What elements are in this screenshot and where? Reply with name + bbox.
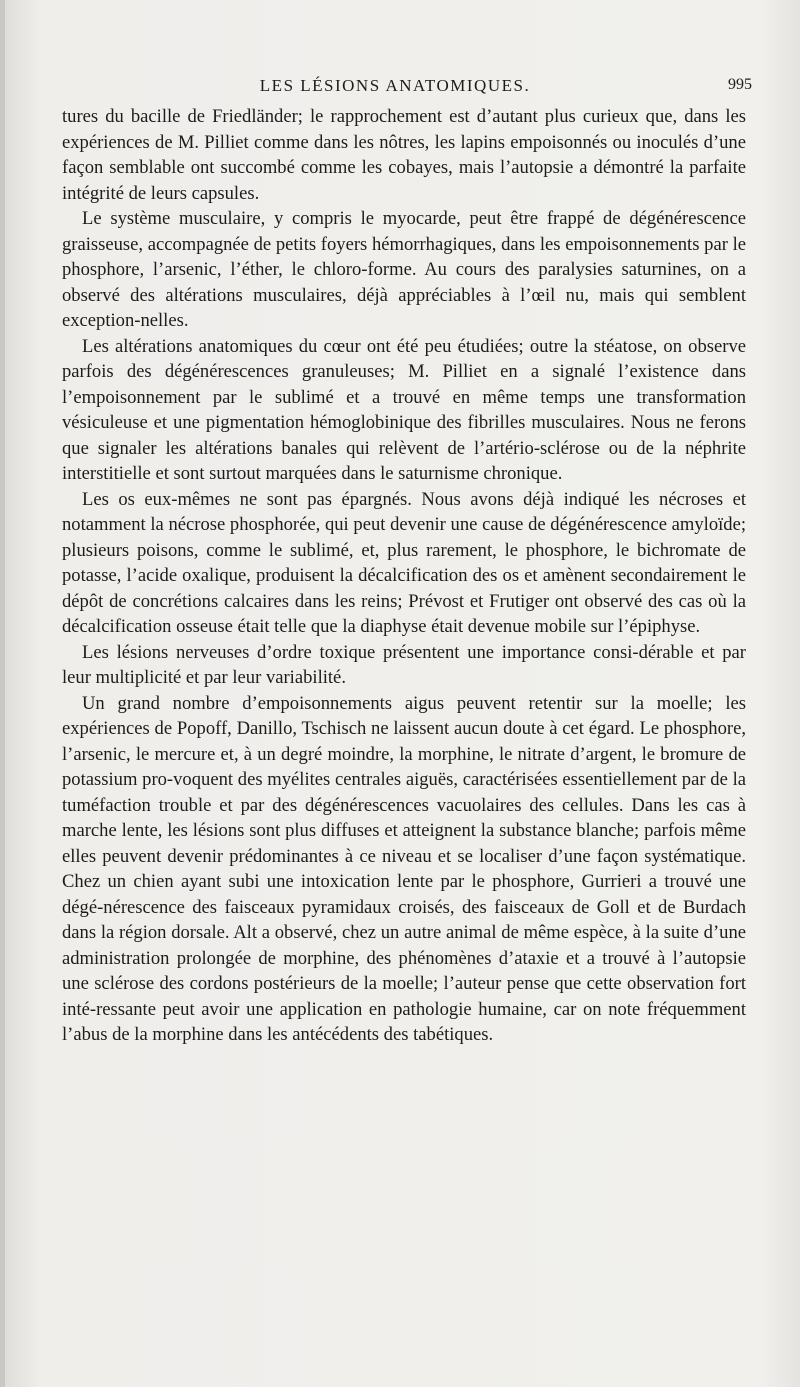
page-gutter-shadow xyxy=(0,0,5,1387)
paragraph-nervous-lesions: Les lésions nerveuses d’ordre toxique présentent une importance consi-dérable et par leur multiplicité et par leur variabilité. xyxy=(62,641,746,688)
paragraph-heart-alterations: Les altérations anatomiques du cœur ont été peu étudiées; outre la stéatose, on observe parfois des dégénérescences granuleuses; M. Pilliet en a signalé l’existence dans l’empoisonnement par le sublimé et a trouvé en même temps une transformation vésiculeuse et une pigmentation hémoglobinique des fibrilles musculaires. Nous ne ferons que signaler les altérations banales qui relèvent de l’artério-sclérose ou de la néphrite interstitielle et sont surtout marquées dans le saturnisme chronique. xyxy=(62,335,746,484)
running-title: LES LÉSIONS ANATOMIQUES. xyxy=(259,76,531,95)
paragraph-muscular-system: Le système musculaire, y compris le myocarde, peut être frappé de dégénérescence graisseuse, accompagnée de petits foyers hémorrhagiques, dans les empoisonnements par le phosphore, l’arsenic, l’éther, le chloro-forme. Au cours des paralysies saturnines, on a observé des altérations musculaires, déjà appréciables à l’œil nu, mais qui semblent exception-nelles. xyxy=(62,208,746,331)
paragraph-bones: Les os eux-mêmes ne sont pas épargnés. Nous avons déjà indiqué les nécroses et notamment la nécrose phosphorée, qui peut devenir une cause de dégénérescence amyloïde; plusieurs poisons, comme le sublimé, et, plus rarement, le phosphore, le bichromate de potasse, l’acide oxalique, produisent la décalcification des os et amènent secondairement le dépôt de concrétions calcaires dans les reins; Prévost et Frutiger ont observé des cas où la décalcification osseuse était telle que la diaphyse était devenue mobile sur l’épiphyse. xyxy=(62,488,746,637)
body-text xyxy=(62,104,746,1048)
page-number: 995 xyxy=(728,76,752,93)
page-header xyxy=(0,76,800,100)
paragraph-spinal-cord: Un grand nombre d’empoisonnements aigus peuvent retentir sur la moelle; les expériences de Popoff, Danillo, Tschisch ne laissent aucun doute à cet égard. Le phosphore, l’arsenic, le mercure et, à un degré moindre, la morphine, le nitrate d’argent, le bromure de potassium pro-voquent des myélites centrales aiguës, caractérisées essentiellement par de la tuméfaction trouble et par des dégénérescences vacuolaires des cellules. Dans les cas à marche lente, les lésions sont plus diffuses et atteignent la substance blanche; parfois même elles peuvent devenir prédominantes à ce niveau et se localiser d’une façon systématique. Chez un chien ayant subi une intoxication lente par le phosphore, Gurrieri a trouvé une dégé-nérescence des faisceaux pyramidaux croisés, des faisceaux de Goll et de Burdach dans la région dorsale. Alt a observé, chez un autre animal de même espèce, à la suite d’une administration prolongée de morphine, des phénomènes d’ataxie et a trouvé à l’autopsie une sclérose des cordons postérieurs de la moelle; l’auteur pense que cette observation fort inté-ressante peut avoir une application en pathologie humaine, car on note fréquemment l’abus de la morphine dans les antécédents des tabétiques. xyxy=(62,692,746,1045)
paragraph-continued: tures du bacille de Friedländer; le rapprochement est d’autant plus curieux que, dans les expériences de M. Pilliet comme dans les nôtres, les lapins empoisonnés ou inoculés d’une façon semblable ont succombé comme les cobayes, mais l’autopsie a démontré la parfaite intégrité de leurs capsules. xyxy=(62,106,746,204)
